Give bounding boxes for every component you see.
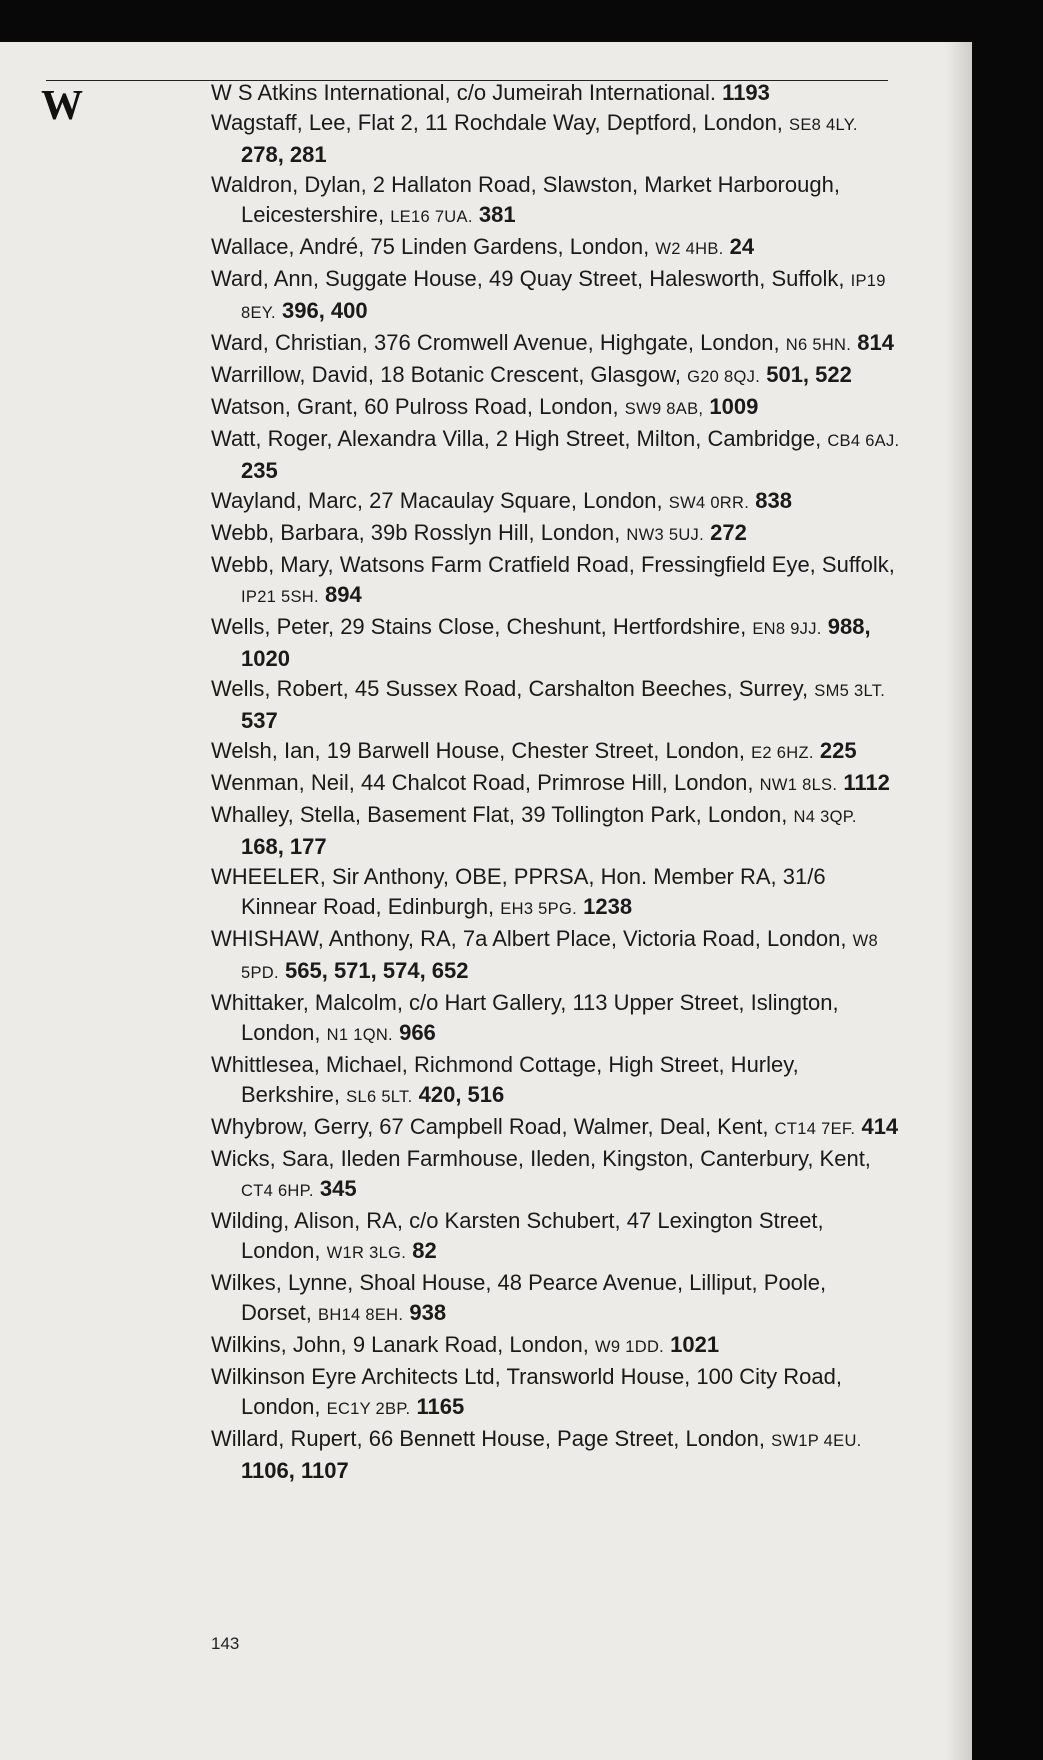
- entry-postcode: SW4 0RR.: [668, 494, 750, 512]
- directory-entry: [211, 108, 901, 170]
- page-number: 143: [211, 1634, 240, 1653]
- directory-entry: [211, 1424, 901, 1486]
- entry-name-address: Ward, Christian, 376 Cromwell Avenue, Highgate, London,: [211, 330, 780, 355]
- entry-name-address: WHISHAW, Anthony, RA, 7a Albert Place, Victoria Road, London,: [211, 926, 847, 951]
- entry-postcode: CB4 6AJ.: [827, 432, 900, 450]
- directory-list: [211, 78, 901, 1486]
- entry-name-address: Welsh, Ian, 19 Barwell House, Chester Street, London,: [211, 738, 745, 763]
- entry-postcode: W9 1DD.: [595, 1338, 665, 1356]
- entry-postcode: EN8 9JJ.: [752, 620, 822, 638]
- directory-entry: [211, 328, 901, 360]
- entry-name-address: Wells, Peter, 29 Stains Close, Cheshunt, Hertfordshire,: [211, 614, 747, 639]
- entry-name-address: Warrillow, David, 18 Botanic Crescent, Glasgow,: [211, 362, 681, 387]
- directory-entry: [211, 424, 901, 486]
- entry-name-address: Wenman, Neil, 44 Chalcot Road, Primrose Hill, London,: [211, 770, 754, 795]
- entry-page-refs: 396, 400: [281, 298, 368, 323]
- entry-name-address: Whalley, Stella, Basement Flat, 39 Tollington Park, London,: [211, 802, 788, 827]
- entry-postcode: SM5 3LT.: [814, 682, 886, 700]
- entry-name-address: Wicks, Sara, Ileden Farmhouse, Ileden, Kingston, Canterbury, Kent,: [211, 1146, 871, 1171]
- directory-entry: [211, 924, 901, 988]
- entry-postcode: NW1 8LS.: [759, 776, 838, 794]
- book-page: [0, 42, 972, 1760]
- entry-postcode: SE8 4LY.: [789, 116, 858, 134]
- entry-page-refs: 537: [241, 708, 278, 733]
- entry-name-address: Wilkes, Lynne, Shoal House, 48 Pearce Avenue, Lilliput, Poole, Dorset,: [211, 1270, 827, 1325]
- directory-entry: [211, 988, 901, 1050]
- entry-postcode: IP19 8EY.: [241, 272, 886, 322]
- entry-postcode: CT4 6HP.: [241, 1182, 314, 1200]
- directory-entry: [211, 1144, 901, 1206]
- directory-entry: [211, 264, 901, 328]
- entry-postcode: BH14 8EH.: [318, 1306, 404, 1324]
- entry-postcode: LE16 7UA.: [390, 208, 473, 226]
- entry-page-refs: 82: [412, 1238, 437, 1263]
- directory-entry: [211, 392, 901, 424]
- entry-postcode: NW3 5UJ.: [626, 526, 704, 544]
- entry-page-refs: 168, 177: [241, 834, 327, 859]
- entry-page-refs: 1009: [709, 394, 759, 419]
- directory-entry: [211, 862, 901, 924]
- entry-name-address: Watt, Roger, Alexandra Villa, 2 High Street, Milton, Cambridge,: [211, 426, 822, 451]
- entry-page-refs: 814: [857, 330, 894, 355]
- entry-page-refs: 565, 571, 574, 652: [285, 958, 469, 983]
- entry-name-address: Whittlesea, Michael, Richmond Cottage, High Street, Hurley, Berkshire,: [211, 1052, 799, 1107]
- entry-name-address: Wilding, Alison, RA, c/o Karsten Schubert, 47 Lexington Street, London,: [211, 1208, 824, 1263]
- directory-entry: [211, 170, 901, 232]
- entry-page-refs: 278, 281: [241, 142, 327, 167]
- directory-entry: [211, 1362, 901, 1424]
- entry-page-refs: 381: [478, 202, 516, 227]
- entry-name-address: Wells, Robert, 45 Sussex Road, Carshalton Beeches, Surrey,: [211, 676, 809, 701]
- directory-entry: [211, 1050, 901, 1112]
- entry-postcode: N1 1QN.: [326, 1026, 393, 1044]
- entry-name-address: WHEELER, Sir Anthony, OBE, PPRSA, Hon. Member RA, 31/6 Kinnear Road, Edinburgh,: [211, 864, 826, 919]
- entry-postcode: N4 3QP.: [793, 808, 857, 826]
- entry-page-refs: 24: [729, 234, 755, 259]
- entry-page-refs: 420, 516: [418, 1082, 505, 1107]
- entry-postcode: W1R 3LG.: [326, 1244, 407, 1262]
- entry-page-refs: 501, 522: [766, 362, 852, 387]
- entry-name-address: Ward, Ann, Suggate House, 49 Quay Street, Halesworth, Suffolk,: [211, 266, 845, 291]
- entry-name-address: Wayland, Marc, 27 Macaulay Square, London,: [211, 488, 663, 513]
- entry-name-address: Whittaker, Malcolm, c/o Hart Gallery, 113 Upper Street, Islington, London,: [211, 990, 839, 1045]
- entry-page-refs: 1165: [416, 1394, 465, 1419]
- entry-postcode: CT14 7EF.: [774, 1120, 856, 1138]
- entry-postcode: SW1P 4EU.: [771, 1432, 862, 1450]
- directory-entry: [211, 78, 901, 108]
- directory-entry: [211, 518, 901, 550]
- directory-entry: [211, 232, 901, 264]
- entry-page-refs: 1106, 1107: [241, 1458, 349, 1483]
- entry-name-address: W S Atkins International, c/o Jumeirah International.: [211, 80, 717, 105]
- directory-entry: [211, 612, 901, 674]
- entry-name-address: Waldron, Dylan, 2 Hallaton Road, Slawston, Market Harborough, Leicestershire,: [211, 172, 840, 227]
- directory-entry: [211, 486, 901, 518]
- entry-name-address: Willard, Rupert, 66 Bennett House, Page Street, London,: [211, 1426, 765, 1451]
- directory-entry: [211, 736, 901, 768]
- entry-name-address: Whybrow, Gerry, 67 Campbell Road, Walmer, Deal, Kent,: [211, 1114, 769, 1139]
- entry-page-refs: 938: [409, 1300, 447, 1325]
- entry-page-refs: 1193: [722, 80, 770, 105]
- entry-page-refs: 894: [325, 582, 362, 607]
- entry-postcode: E2 6HZ.: [751, 744, 814, 762]
- entry-page-refs: 966: [399, 1020, 436, 1045]
- entry-page-refs: 1112: [843, 770, 890, 795]
- entry-postcode: IP21 5SH.: [241, 588, 319, 606]
- entry-postcode: W2 4HB.: [655, 240, 724, 258]
- directory-entry: [211, 1330, 901, 1362]
- entry-page-refs: 988, 1020: [241, 614, 871, 671]
- directory-entry: [211, 1112, 901, 1144]
- entry-page-refs: 414: [861, 1114, 899, 1139]
- entry-name-address: Wilkins, John, 9 Lanark Road, London,: [211, 1332, 589, 1357]
- entry-name-address: Watson, Grant, 60 Pulross Road, London,: [211, 394, 619, 419]
- entry-name-address: Webb, Mary, Watsons Farm Cratfield Road, Fressingfield Eye, Suffolk,: [211, 552, 895, 577]
- entry-page-refs: 272: [710, 520, 747, 545]
- entry-postcode: G20 8QJ.: [687, 368, 761, 386]
- entry-page-refs: 225: [819, 738, 857, 763]
- entry-page-refs: 345: [319, 1176, 357, 1201]
- section-letter: W: [41, 83, 83, 129]
- directory-entry: [211, 768, 901, 800]
- entry-postcode: SW9 8AB,: [624, 400, 704, 418]
- directory-entry: [211, 550, 901, 612]
- entry-name-address: Wagstaff, Lee, Flat 2, 11 Rochdale Way, Deptford, London,: [211, 110, 783, 135]
- entry-postcode: W8 5PD.: [241, 932, 878, 982]
- entry-postcode: EH3 5PG.: [500, 900, 577, 918]
- directory-entry: [211, 1268, 901, 1330]
- directory-entry: [211, 800, 901, 862]
- entry-postcode: SL6 5LT.: [346, 1088, 413, 1106]
- entry-name-address: Wallace, André, 75 Linden Gardens, London,: [211, 234, 650, 259]
- entry-page-refs: 235: [241, 458, 278, 483]
- directory-entry: [211, 1206, 901, 1268]
- entry-page-refs: 838: [755, 488, 792, 513]
- entry-name-address: Webb, Barbara, 39b Rosslyn Hill, London,: [211, 520, 621, 545]
- directory-entry: [211, 674, 901, 736]
- entry-name-address: Wilkinson Eyre Architects Ltd, Transworld House, 100 City Road, London,: [211, 1364, 842, 1419]
- directory-entry: [211, 360, 901, 392]
- entry-page-refs: 1021: [670, 1332, 720, 1357]
- entry-postcode: EC1Y 2BP.: [326, 1400, 411, 1418]
- entry-page-refs: 1238: [583, 894, 633, 919]
- entry-postcode: N6 5HN.: [785, 336, 852, 354]
